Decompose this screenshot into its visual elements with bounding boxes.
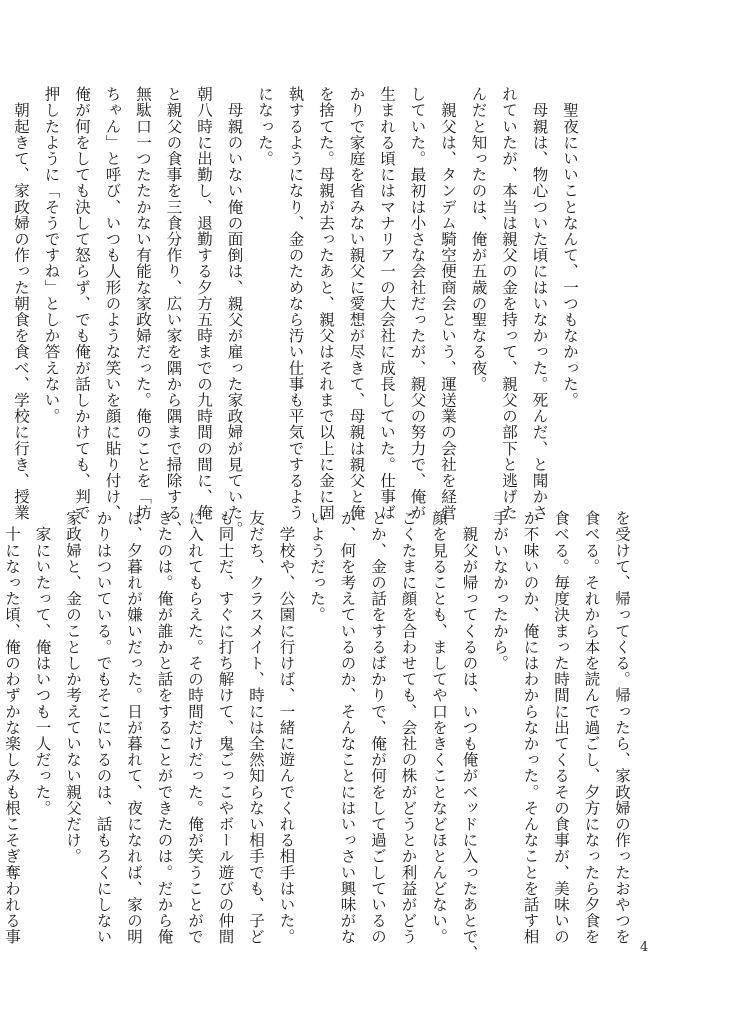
text-line: 朝起きて、家政婦の作った朝食を食べ、学校に行き、授業 <box>12 86 30 521</box>
text-line: 執するようになり、金のためなら汚い仕事も平気でするよう <box>286 86 305 521</box>
text-line: 手がいなかったから。 <box>491 510 509 671</box>
text-line: 食べる。毎度決まった時間に出てくるその食事が、美味いの <box>552 510 570 945</box>
text-line: きたのは。俺が誰かと話をすることができたのは。だから俺 <box>155 510 174 945</box>
text-line: は、夕暮れが嫌いだった。日が暮れて、夜になれば、家の明 <box>125 510 143 945</box>
text-line: 友だち、クラスメイト、時には全然知らない相手でも、子ど <box>247 510 265 945</box>
text-line: になった。 <box>256 86 274 167</box>
text-line: を捨てた。母親が去ったあと、親父はそれまで以上に金に固 <box>317 86 335 521</box>
text-line: いようだった。 <box>308 510 326 623</box>
text-line: 聖夜にいいことなんて、一つもなかった。 <box>561 86 579 408</box>
text-line: を受けて、帰ってくる。帰ったら、家政婦の作ったおやつを <box>613 510 631 945</box>
text-line: んだと知ったのは、俺が五歳の聖なる夜。 <box>469 86 488 392</box>
text-line: とか、金の話をするばかりで、俺が何をして過ごしているの <box>369 510 387 945</box>
text-line: 顔を見ることも、ましてや口をきくことなどほとんどない。 <box>430 510 448 945</box>
text-line: 無駄口一つたたかない有能な家政婦だった。俺のことを「坊 <box>134 86 152 521</box>
text-line: かりはついている。でもそこにいるのは、話もろくにしない <box>94 510 113 945</box>
text-line: 家にいたって、俺はいつも一人だった。 <box>33 510 52 816</box>
text-line: 母親は、物心ついた頃にはいなかった。死んだ、と聞かさ <box>530 86 549 521</box>
text-line: 生まれる頃にはマナリア一の大会社に成長していた。仕事ば <box>378 86 396 521</box>
text-block-top <box>12 86 585 537</box>
text-line: れていたが、本当は親父の金を持って、親父の部下と逃げた <box>500 86 518 521</box>
text-line: 十になった頃、俺のわずかな楽しみも根こそぎ奪われる事 <box>3 510 21 945</box>
text-line: 食べる。それから本を読んで過ごし、夕方になったら夕食を <box>582 510 601 945</box>
text-line: 母親のいない俺の面倒は、親父が雇った家政婦が見ていた。 <box>225 86 244 537</box>
page-number: 4 <box>640 940 649 955</box>
text-block-bottom <box>3 510 637 961</box>
text-line: していた。最初は小さな会社だったが、親父の努力で、俺が <box>408 86 427 521</box>
text-line: に入れてもらえた。その時間だけだった。俺が笑うことがで <box>186 510 204 945</box>
text-line: か、何を考えているのか、そんなことにはいっさい興味がな <box>338 510 357 945</box>
text-line: も同士だ、すぐに打ち解けて、鬼ごっこやボール遊びの仲間 <box>216 510 235 945</box>
text-line: 朝八時に出勤し、退勤する夕方五時までの九時間の間に、俺 <box>195 86 213 521</box>
text-line: 学校や、公園に行けば、一緒に遊んでくれる相手はいた。 <box>277 510 296 945</box>
text-line: かりで家庭を省みない親父に愛想が尽きて、母親は親父と俺 <box>347 86 366 521</box>
text-line: ちゃん」と呼び、いつも人形のような笑いを顔に貼り付け、 <box>103 86 122 521</box>
text-line: 俺が何をしても決して怒らず、でも俺が話しかけても、判で <box>73 86 91 521</box>
text-line: 親父は、タンデム騎空便商会という、運送業の会社を経営 <box>439 86 457 521</box>
text-line: ごくたまに顔を合わせても、会社の株がどうとか利益がどう <box>399 510 418 945</box>
text-line: と親父の食事を三食分作り、広い家を隅から隅まで掃除する、 <box>164 86 183 537</box>
text-line: 押したように「そうですね」としか答えない。 <box>42 86 61 425</box>
text-line: 親父が帰ってくるのは、いつも俺がベッドに入ったあとで、 <box>460 510 479 961</box>
text-line: か不味いのか、俺にはわからなかった。そんなことを話す相 <box>521 510 540 945</box>
text-line: 家政婦と、金のことしか考えていない親父だけ。 <box>64 510 82 865</box>
